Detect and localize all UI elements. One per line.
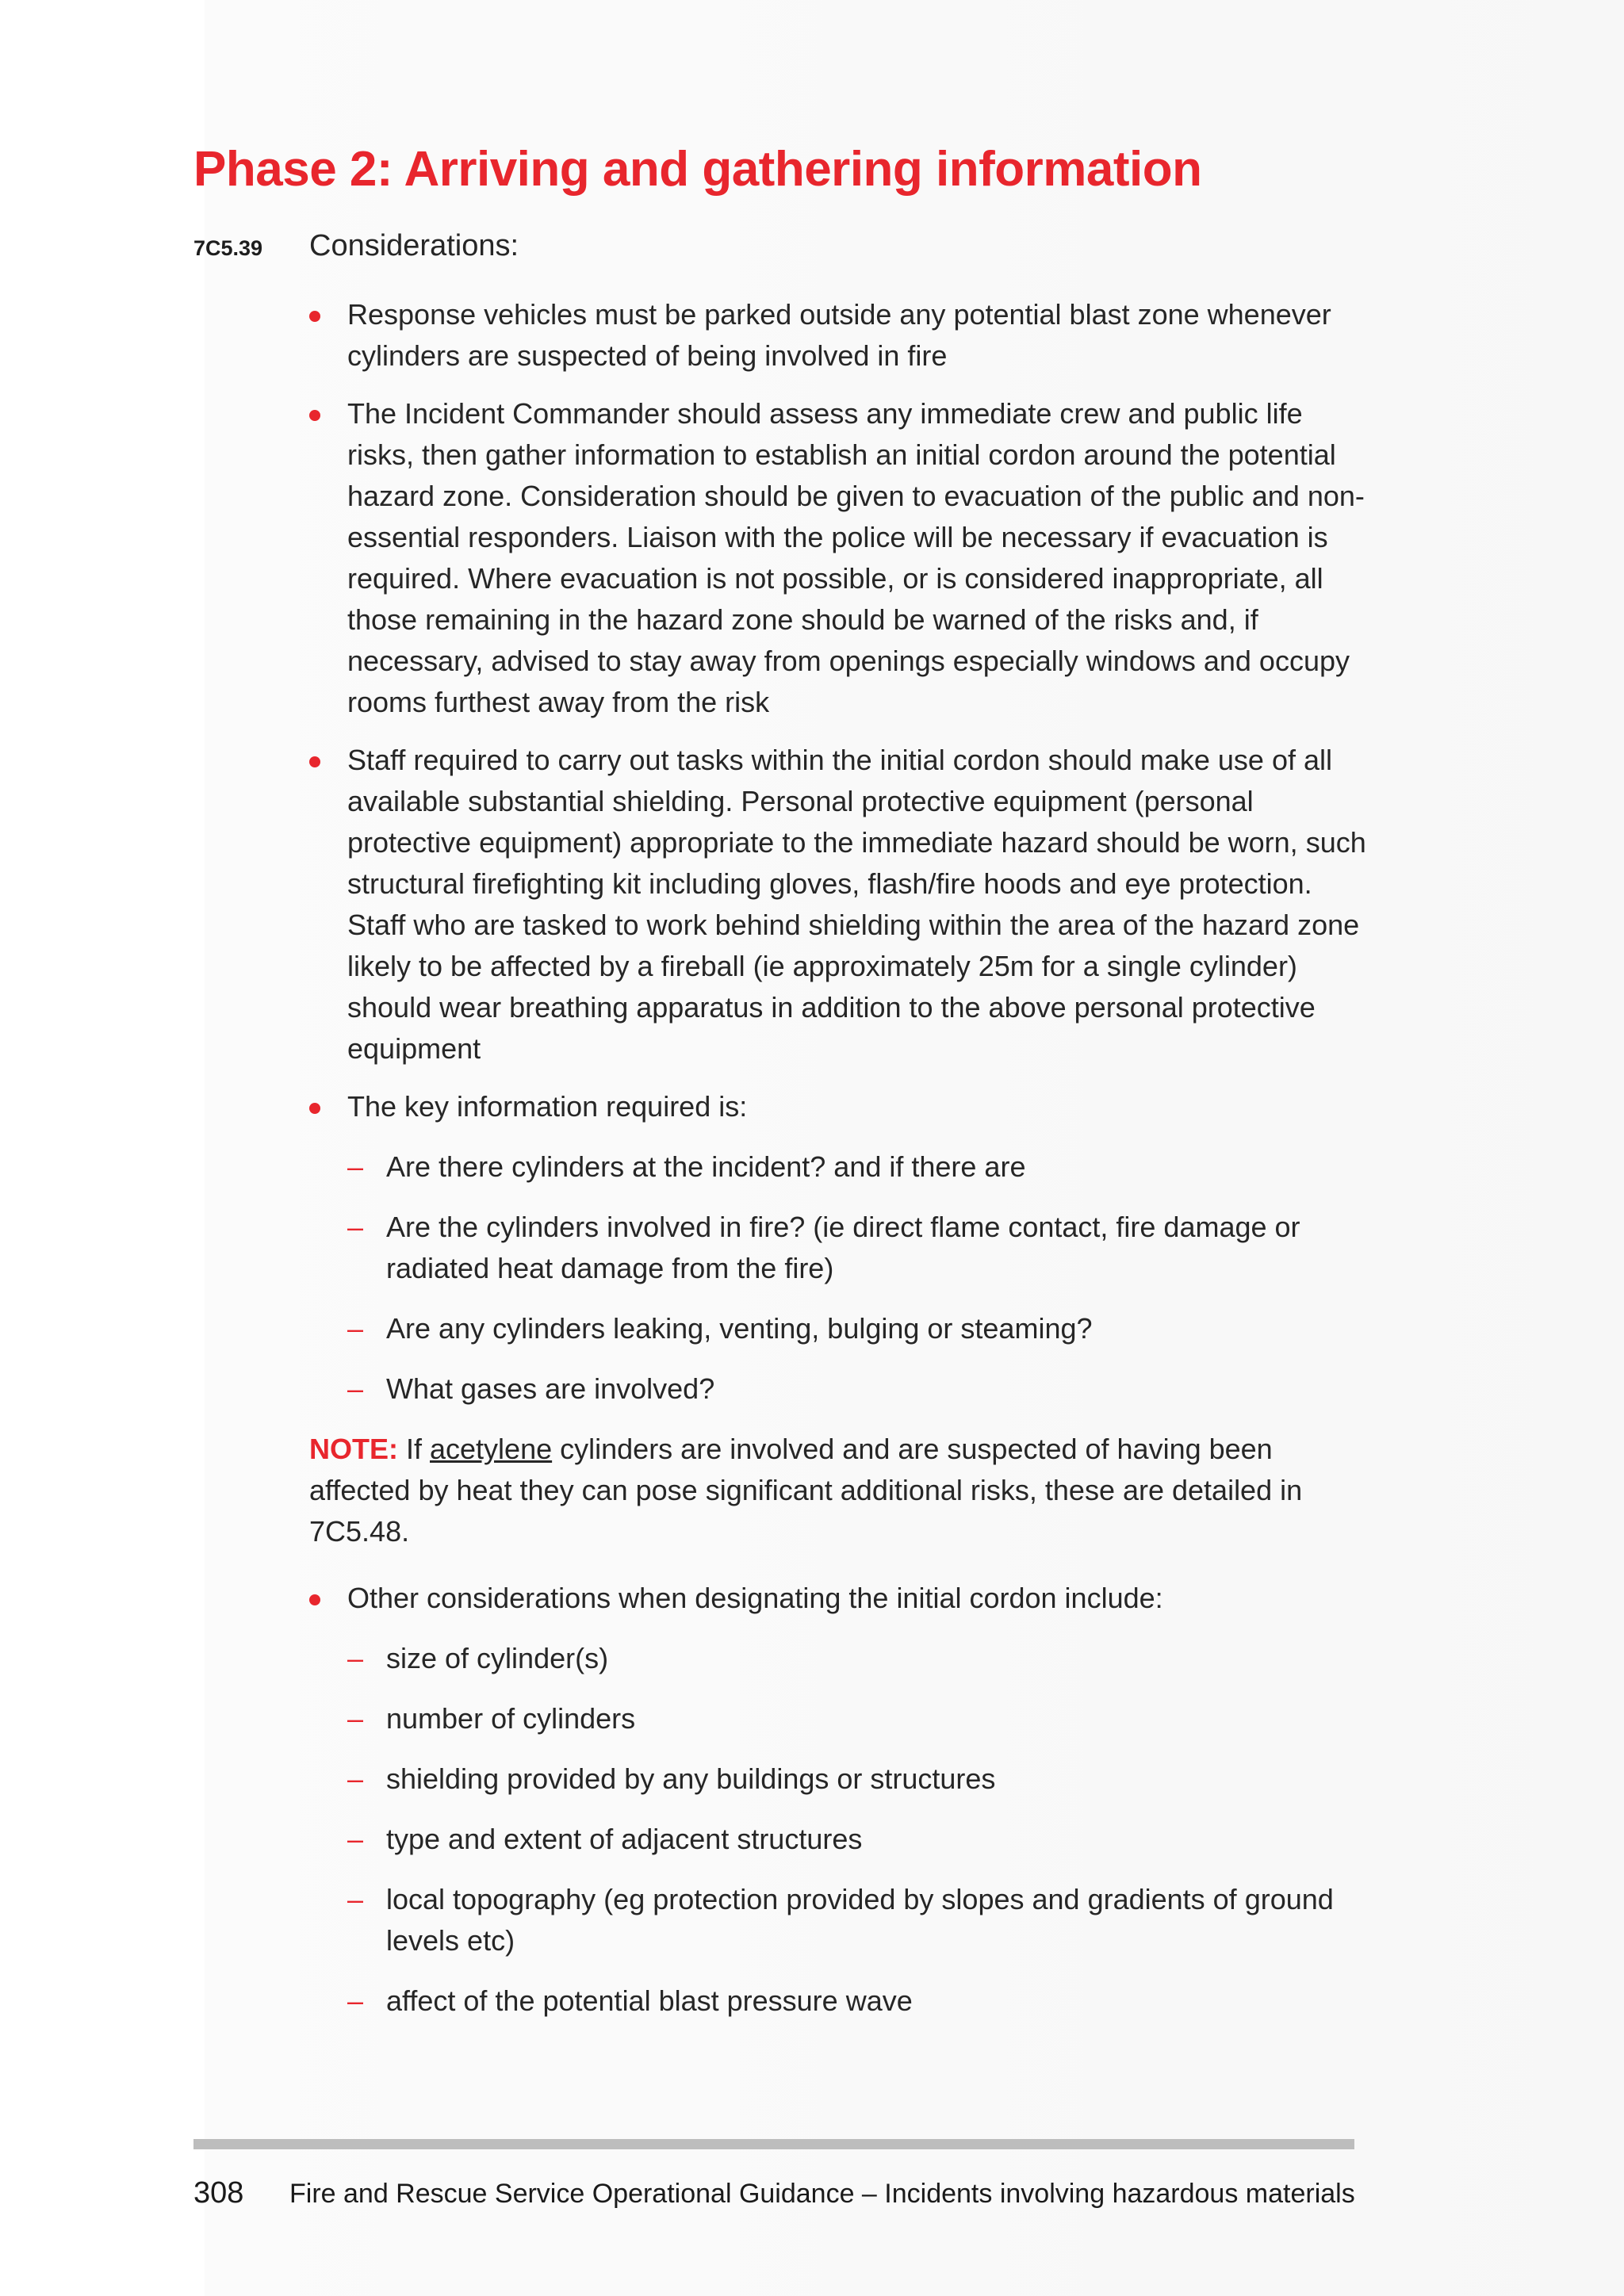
sub-list-text: shielding provided by any buildings or structures [386, 1762, 996, 1795]
bullet-text: Staff required to carry out tasks within the initial cordon should make use of all available substantial shielding. Personal protective equipment (personal protective equipment) appropriate to the immediate hazard should be worn, such structural firefighting kit including gloves, flash/fire hoods and eye protection. Staff who are tasked to work behind shielding within the area of the hazard zone likely to be affected by a fireball (ie approximately 25m for a single cylinder) should wear breathing apparatus in addition to the above personal protective equipment [347, 744, 1366, 1065]
page-heading: Phase 2: Arriving and gathering information [193, 142, 1202, 197]
sub-list-text: size of cylinder(s) [386, 1642, 609, 1674]
page-number: 308 [193, 2176, 244, 2210]
dash-marker: – [347, 1702, 364, 1735]
note-block [309, 1429, 1364, 1552]
dash-marker: – [347, 1984, 364, 2017]
bullet-text: The Incident Commander should assess any immediate crew and public life risks, then gather information to establish an initial cordon around the potential hazard zone. Consideration should be given to evacuation of the public and non-essential responders. Liaison with the police will be necessary if evacuation is required. Where evacuation is not possible, or is considered inappropriate, all those remaining in the hazard zone should be warned of the risks and, if necessary, advised to stay away from openings especially windows and occupy rooms furthest away from the risk [347, 397, 1365, 718]
sub-list-text: What gases are involved? [386, 1372, 715, 1405]
sub-list-text: number of cylinders [386, 1702, 636, 1735]
note-label: NOTE: [309, 1433, 398, 1465]
note-text: cylinders are involved and are suspected of having been affected by heat they can pose significant additional risks, these are detailed in 7C5.48. [309, 1433, 1303, 1548]
note-term-link[interactable]: acetylene [430, 1433, 553, 1465]
sub-list-text: Are any cylinders leaking, venting, bulging or steaming? [386, 1312, 1093, 1345]
paragraph-title: Considerations: [309, 229, 519, 262]
dash-marker: – [347, 1211, 364, 1243]
sub-list-text: type and extent of adjacent structures [386, 1823, 863, 1855]
footer-title: Fire and Rescue Service Operational Guidance – Incidents involving hazardous materials [289, 2179, 1355, 2209]
sub-list-text: local topography (eg protection provided by slopes and gradients of ground levels etc) [386, 1883, 1334, 1957]
dash-marker: – [347, 1372, 364, 1405]
dash-marker: – [347, 1823, 364, 1855]
note-prefix: If [398, 1433, 431, 1465]
sub-list-text: Are the cylinders involved in fire? (ie direct flame contact, fire damage or radiated heat damage from the fire) [386, 1211, 1300, 1284]
sub-list-text: Are there cylinders at the incident? and if there are [386, 1150, 1026, 1183]
dash-marker: – [347, 1883, 364, 1915]
paragraph-number: 7C5.39 [193, 236, 263, 260]
bullet-text: Response vehicles must be parked outside any potential blast zone whenever cylinders are suspected of being involved in fire [347, 298, 1331, 372]
dash-marker: – [347, 1150, 364, 1183]
bullet-marker [309, 410, 320, 421]
bullet-text: Other considerations when designating the initial cordon include: [347, 1582, 1163, 1614]
sub-list-text: affect of the potential blast pressure wave [386, 1984, 913, 2017]
bullet-text: The key information required is: [347, 1090, 748, 1123]
bullet-marker [309, 756, 320, 767]
bullet-marker [309, 311, 320, 322]
bullet-marker [309, 1103, 320, 1114]
dash-marker: – [347, 1762, 364, 1795]
bullet-marker [309, 1594, 320, 1605]
dash-marker: – [347, 1312, 364, 1345]
footer-divider [193, 2139, 1354, 2149]
dash-marker: – [347, 1642, 364, 1674]
